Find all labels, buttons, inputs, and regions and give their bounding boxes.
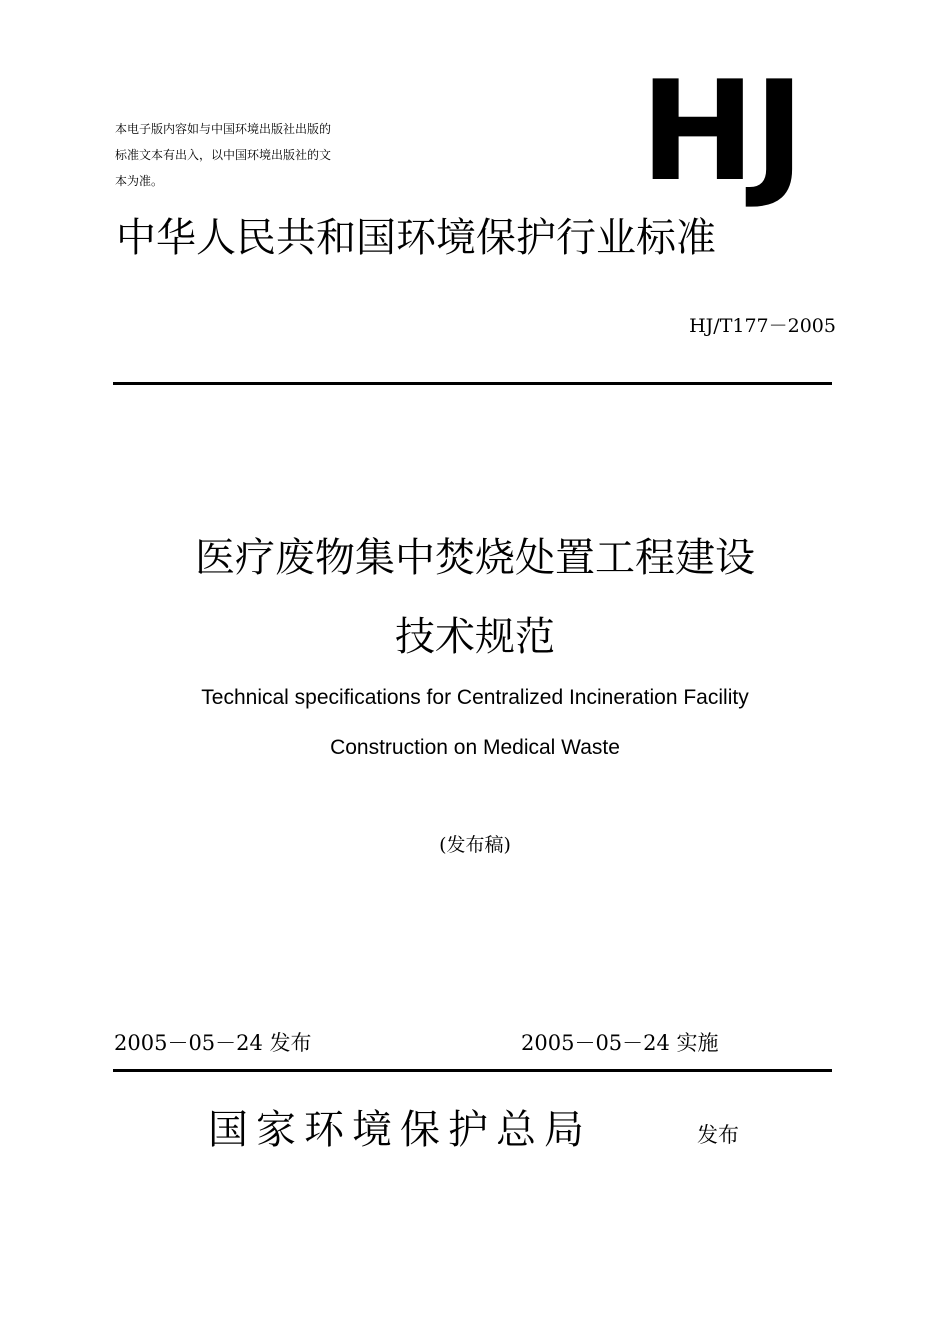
- hj-logo: HJ: [640, 51, 803, 212]
- standard-category: 中华人民共和国环境保护行业标准: [116, 215, 716, 261]
- publisher-notice: [115, 116, 425, 194]
- issuing-authority-suffix: 发布: [697, 1123, 739, 1147]
- title-zh-line-2: 技术规范: [395, 614, 555, 660]
- notice-line-1: 本电子版内容如与中国环境出版社出版的: [115, 122, 332, 136]
- effective-date: 2005－05－24 实施: [521, 1031, 719, 1055]
- title-en-line-2: Construction on Medical Waste: [330, 736, 620, 759]
- draft-status: (发布稿): [439, 834, 511, 856]
- notice-line-3: 本为准。: [115, 174, 164, 188]
- standard-number: HJ/T177－2005: [689, 315, 836, 337]
- notice-line-2: 标准文本有出入，以中国环境出版社的文: [115, 148, 332, 162]
- title-zh-line-1: 医疗废物集中焚烧处置工程建设: [195, 535, 755, 581]
- issuing-authority: 国家环境保护总局: [208, 1107, 592, 1153]
- bottom-divider: [113, 1069, 832, 1072]
- issue-date: 2005－05－24 发布: [114, 1031, 312, 1055]
- top-divider: [113, 382, 832, 385]
- title-en-line-1: Technical specifications for Centralized Incineration Facility: [201, 686, 749, 709]
